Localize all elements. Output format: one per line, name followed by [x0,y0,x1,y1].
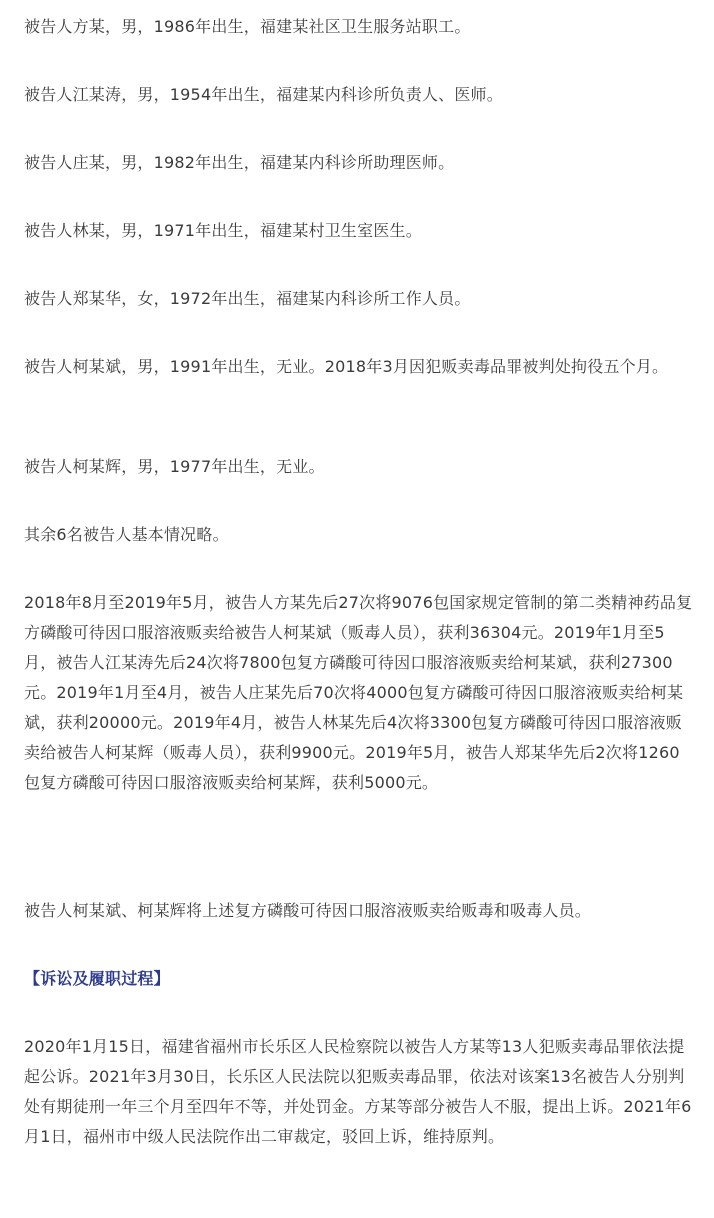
defendant-jiang: 被告人江某涛，男，1954年出生，福建某内科诊所负责人、医师。 [24,85,503,104]
defendant-zhuang: 被告人庄某，男，1982年出生，福建某内科诊所助理医师。 [24,153,455,172]
defendant-ke-bin: 被告人柯某斌，男，1991年出生，无业。2018年3月因犯贩卖毒品罪被判处拘役五个月。 [24,357,669,376]
defendant-ke-hui: 被告人柯某辉，男，1977年出生，无业。 [24,457,325,476]
defendant-lin: 被告人林某，男，1971年出生，福建某村卫生室医生。 [24,221,422,240]
others-note: 其余6名被告人基本情况略。 [24,525,229,544]
procedure-paragraph: 2020年1月15日，福建省福州市长乐区人民检察院以被告人方某等13人犯贩卖毒品罪依法提起公诉。2021年3月30日，长乐区人民法院以犯贩卖毒品罪，依法对该案13名被告人分别判处有期徒刑一年三个月至四年不等，并处罚金。方某等部分被告人不服，提出上诉。2021年6月1日，福州市中级人民法院作出二审裁定，驳回上诉，维持原判。 [24,1037,692,1146]
defendant-zheng: 被告人郑某华，女，1972年出生，福建某内科诊所工作人员。 [24,289,471,308]
defendant-fang: 被告人方某，男，1986年出生，福建某社区卫生服务站职工。 [24,17,471,36]
resale-paragraph: 被告人柯某斌、柯某辉将上述复方磷酸可待因口服溶液贩卖给贩毒和吸毒人员。 [24,901,592,920]
facts-paragraph: 2018年8月至2019年5月，被告人方某先后27次将9076包国家规定管制的第二类精神药品复方磷酸可待因口服溶液贩卖给被告人柯某斌（贩毒人员），获利36304元。2019年1月至5月，被告人江某涛先后24次将7800包复方磷酸可待因口服溶液贩卖给柯某斌，获利27300元。2019年1月至4月，被告人庄某先后70次将4000包复方磷酸可待因口服溶液贩卖给柯某斌，获利20000元。2019年4月，被告人林某先后4次将3300包复方磷酸可待因口服溶液贩卖给被告人柯某辉（贩毒人员），获利9900元。2019年5月，被告人郑某华先后2次将1260包复方磷酸可待因口服溶液贩卖给柯某辉，获利5000元。 [24,593,693,792]
section-title: 【诉讼及履职过程】 [24,969,170,988]
